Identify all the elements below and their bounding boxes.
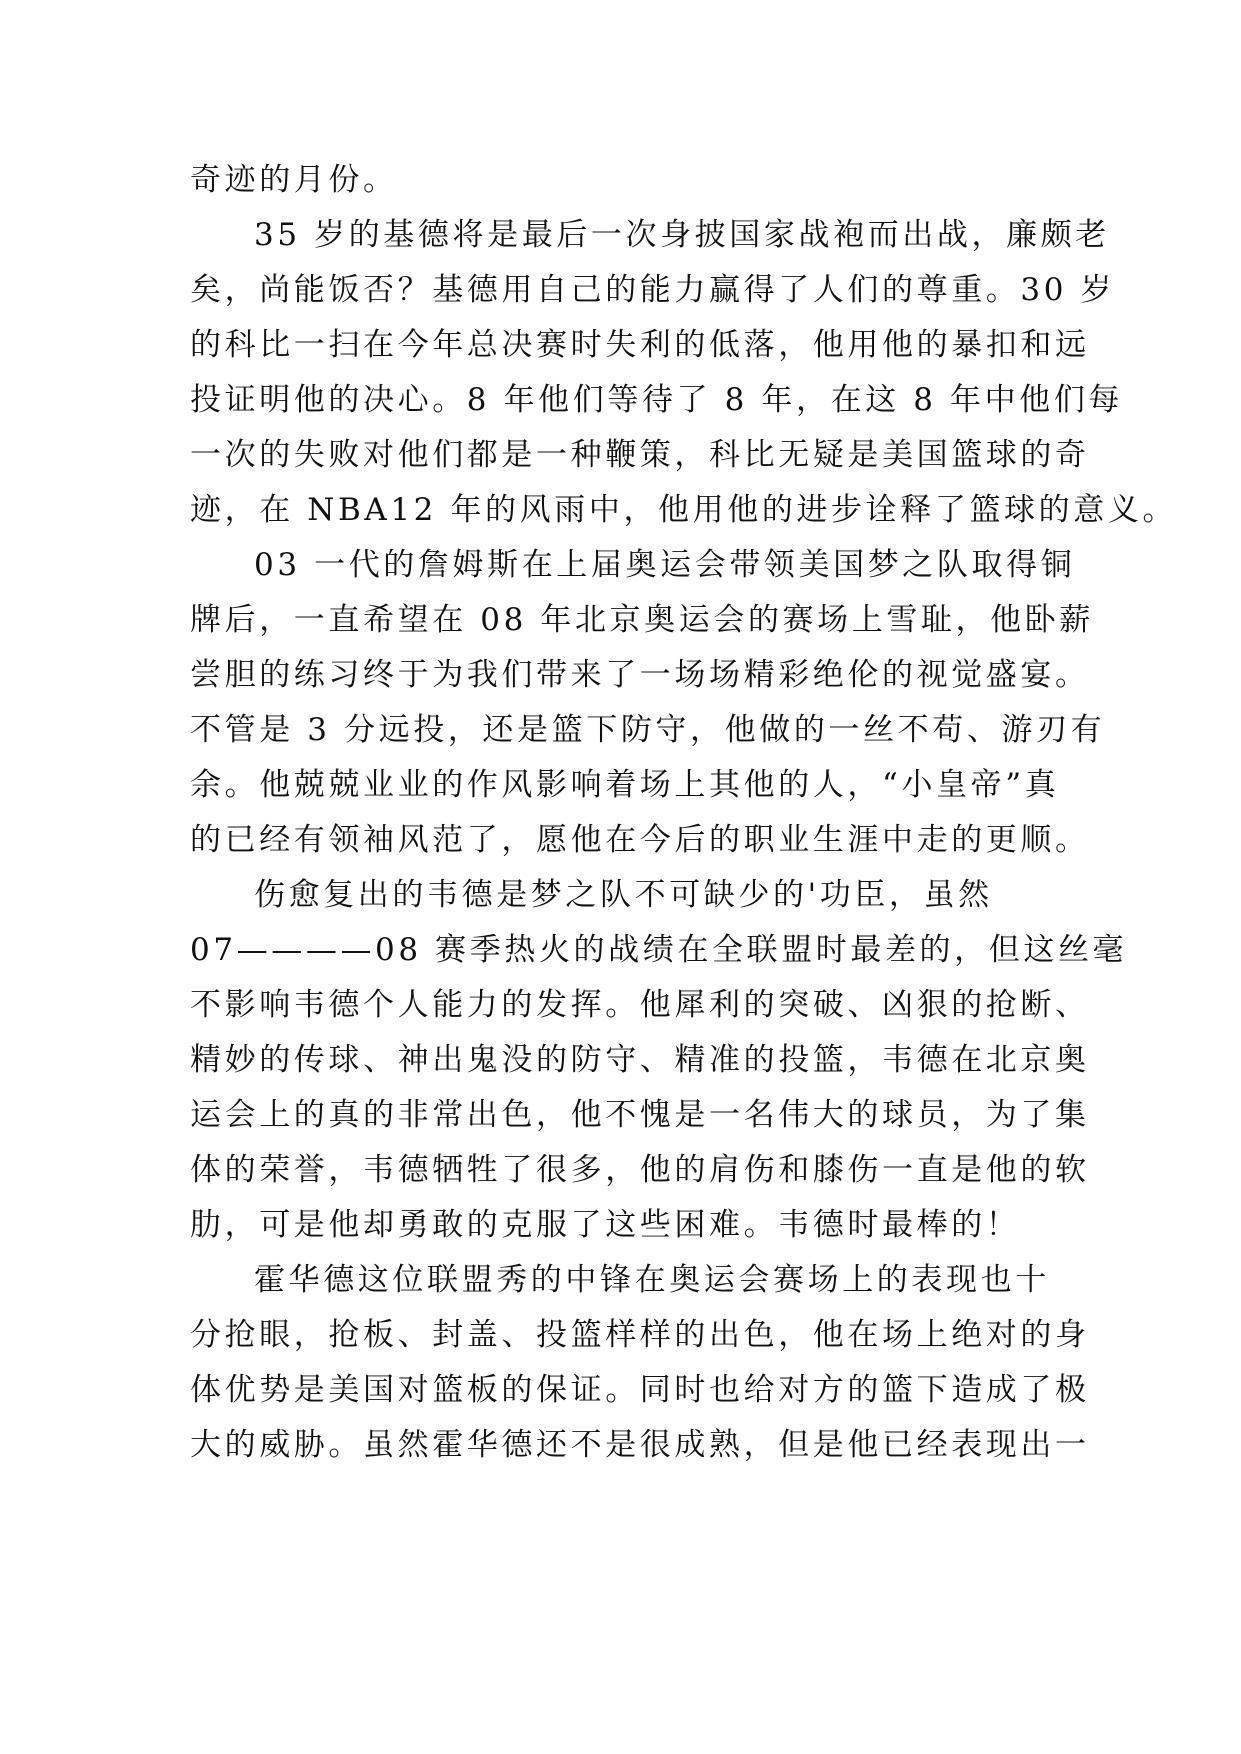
text-line: 奇迹的月份。 [190, 162, 398, 198]
text-line: 牌后，一直希望在 08 年北京奥运会的赛场上雪耻，他卧薪 [190, 602, 1094, 638]
text-line: 一次的失败对他们都是一种鞭策，科比无疑是美国篮球的奇 [190, 437, 1090, 473]
paragraph-first-line: 伤愈复出的韦德是梦之队不可缺少的'功臣，虽然 [254, 877, 993, 913]
text-line: 矣，尚能饭否？基德用自己的能力赢得了人们的尊重。30 岁 [190, 272, 1116, 308]
text-line: 不影响韦德个人能力的发挥。他犀利的突破、凶狠的抢断、 [190, 987, 1090, 1023]
text-line: 精妙的传球、神出鬼没的防守、精准的投篮，韦德在北京奥 [190, 1042, 1090, 1078]
text-line: 尝胆的练习终于为我们带来了一场场精彩绝伦的视觉盛宴。 [190, 657, 1090, 693]
text-line: 07————08 赛季热火的战绩在全联盟时最差的，但这丝毫 [190, 932, 1128, 968]
text-line: 分抢眼，抢板、封盖、投篮样样的出色，他在场上绝对的身 [190, 1317, 1090, 1353]
text-line: 运会上的真的非常出色，他不愧是一名伟大的球员，为了集 [190, 1097, 1090, 1133]
text-line: 的科比一扫在今年总决赛时失利的低落，他用他的暴扣和远 [190, 327, 1090, 363]
text-line: 肋，可是他却勇敢的克服了这些困难。韦德时最棒的！ [190, 1207, 1021, 1243]
text-line: 体的荣誉，韦德牺牲了很多，他的肩伤和膝伤一直是他的软 [190, 1152, 1090, 1188]
text-line: 的已经有领袖风范了，愿他在今后的职业生涯中走的更顺。 [190, 822, 1090, 858]
text-line: 迹，在 NBA12 年的风雨中，他用他的进步诠释了篮球的意义。 [190, 492, 1178, 528]
paragraph-first-line: 03 一代的詹姆斯在上届奥运会带领美国梦之队取得铜 [254, 547, 1076, 583]
paragraph-first-line: 霍华德这位联盟秀的中锋在奥运会赛场上的表现也十 [254, 1262, 1050, 1298]
paragraph-first-line: 35 岁的基德将是最后一次身披国家战袍而出战，廉颇老 [254, 217, 1110, 253]
text-line: 不管是 3 分远投，还是篮下防守，他做的一丝不苟、游刃有 [190, 712, 1106, 748]
text-line: 余。他兢兢业业的作风影响着场上其他的人，“小皇帝”真 [190, 767, 1060, 803]
text-line: 体优势是美国对篮板的保证。同时也给对方的篮下造成了极 [190, 1372, 1090, 1408]
text-line: 大的威胁。虽然霍华德还不是很成熟，但是他已经表现出一 [190, 1427, 1090, 1463]
text-line: 投证明他的决心。8 年他们等待了 8 年，在这 8 年中他们每 [190, 382, 1124, 418]
